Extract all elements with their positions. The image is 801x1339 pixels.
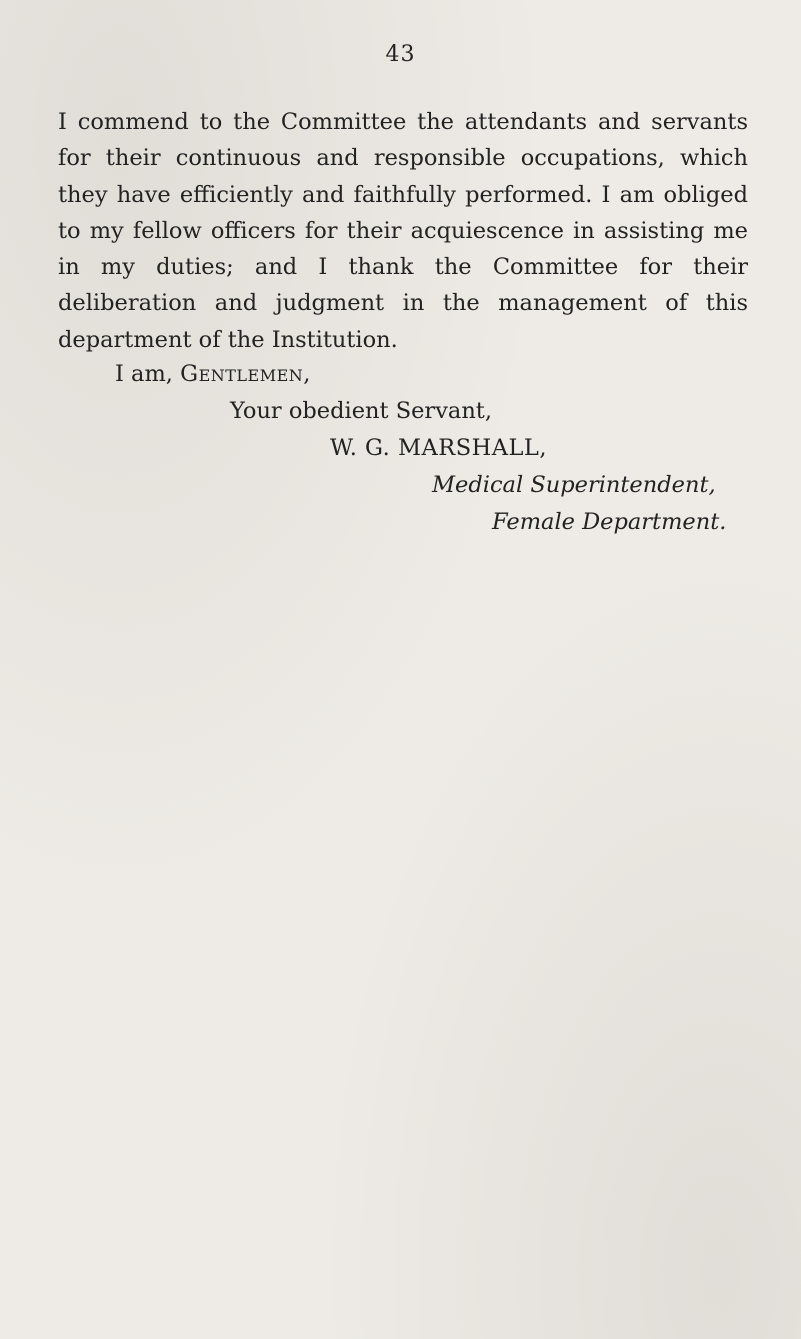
salutation	[115, 361, 311, 387]
signature-department: Female Department.	[492, 509, 727, 535]
body-paragraph: I commend to the Committee the attendants and servants for their continuous and responsible occupations, which they have efficiently and faithfully performed. I am obliged to my fellow officers for their acquiescence in assisting me in my duties; and I thank the Committee for their deliberation and judgment in the management of this department of the Institution.	[58, 109, 748, 353]
complimentary-close: Your obedient Servant,	[230, 398, 493, 424]
signature-name: W. G. MARSHALL,	[330, 435, 548, 461]
page-number: 43	[385, 42, 416, 67]
signature-title: Medical Superintendent,	[432, 472, 716, 498]
salutation-address: Gentlemen,	[180, 361, 311, 387]
salutation-prefix: I am,	[115, 361, 181, 387]
